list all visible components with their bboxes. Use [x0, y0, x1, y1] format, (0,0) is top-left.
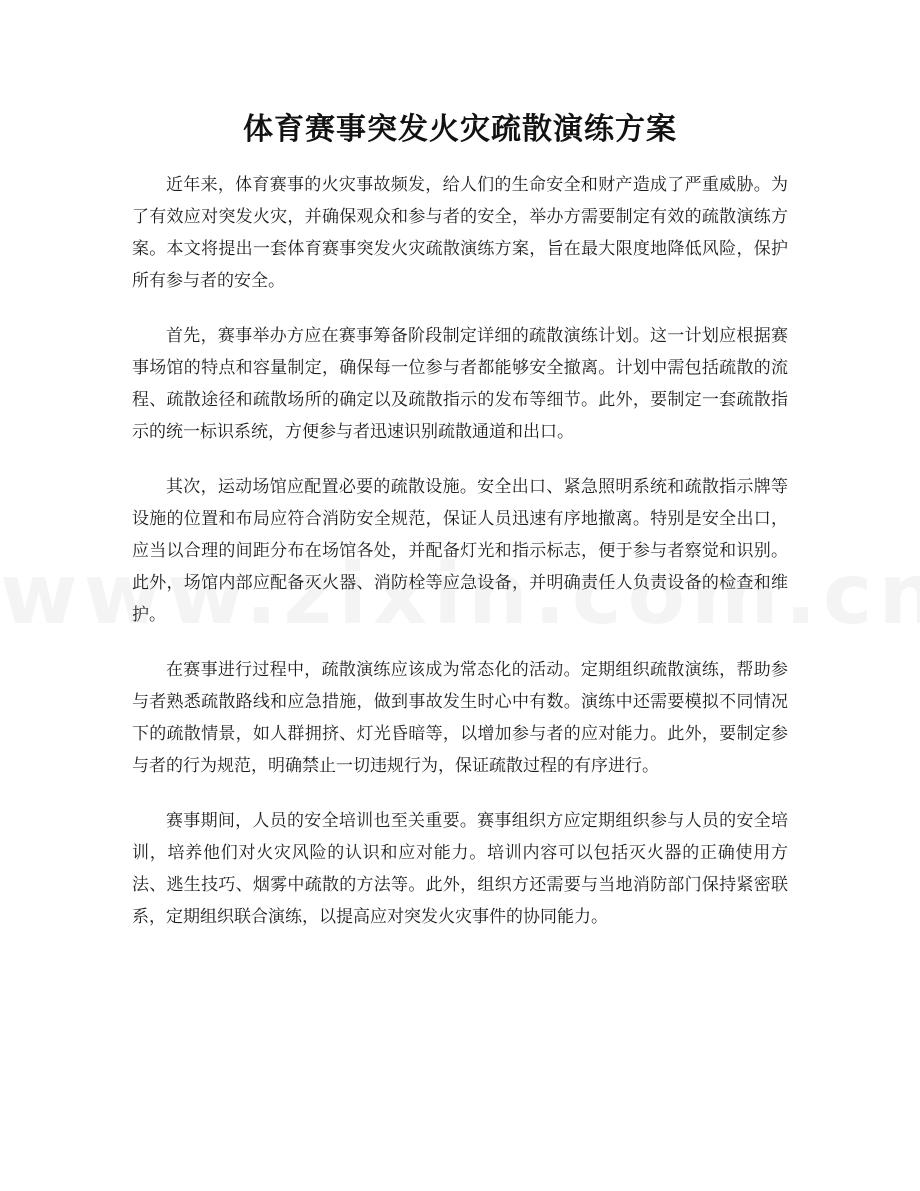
paragraph-3: 其次，运动场馆应配置必要的疏散设施。安全出口、紧急照明系统和疏散指示牌等设施的位置和布局应符合消防安全规范，保证人员迅速有序地撤离。特别是安全出口，应当以合理的间距分布在场馆各处，并配备灯光和指示标志，便于参与者察觉和识别。此外，场馆内部应配备灭火器、消防栓等应急设备，并明确责任人负责设备的检查和维护。: [132, 477, 788, 625]
paragraph-5: 赛事期间，人员的安全培训也至关重要。赛事组织方应定期组织参与人员的安全培训，培养他们对火灾风险的认识和应对能力。培训内容可以包括灭火器的正确使用方法、逃生技巧、烟雾中疏散的方法等。此外，组织方还需要与当地消防部门保持紧密联系，定期组织联合演练，以提高应对突发火灾事件的协同能力。: [132, 811, 788, 927]
paragraph-4: 在赛事进行过程中，疏散演练应该成为常态化的活动。定期组织疏散演练，帮助参与者熟悉疏散路线和应急措施，做到事故发生时心中有数。演练中还需要模拟不同情况下的疏散情景，如人群拥挤、灯光昏暗等，以增加参与者的应对能力。此外，要制定参与者的行为规范，明确禁止一切违规行为，保证疏散过程的有序进行。: [132, 660, 788, 776]
paragraph-1: 近年来，体育赛事的火灾事故频发，给人们的生命安全和财产造成了严重威胁。为了有效应对突发火灾，并确保观众和参与者的安全，举办方需要制定有效的疏散演练方案。本文将提出一套体育赛事突发火灾疏散演练方案，旨在最大限度地降低风险，保护所有参与者的安全。: [132, 175, 788, 291]
document-body: [132, 169, 788, 956]
document-title: 体育赛事突发火灾疏散演练方案: [243, 112, 677, 147]
paragraph-2: 首先，赛事举办方应在赛事筹备阶段制定详细的疏散演练计划。这一计划应根据赛事场馆的特点和容量制定，确保每一位参与者都能够安全撤离。计划中需包括疏散的流程、疏散途径和疏散场所的确定以及疏散指示的发布等细节。此外，要制定一套疏散指示的统一标识系统，方便参与者迅速识别疏散通道和出口。: [132, 326, 788, 442]
